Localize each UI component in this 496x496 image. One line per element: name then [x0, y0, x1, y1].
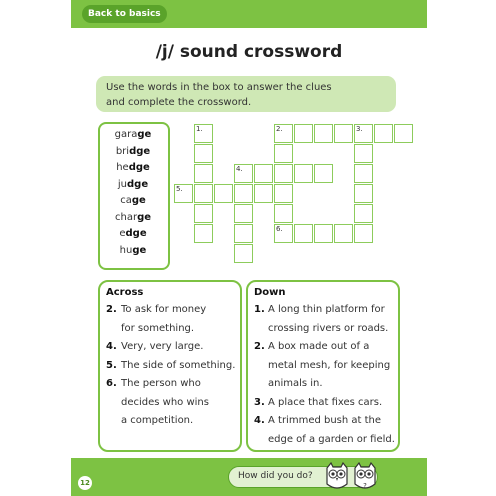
word-ending: ge — [137, 129, 152, 140]
clue-number-wrap — [106, 304, 117, 315]
crossword-cell[interactable] — [354, 144, 373, 163]
crossword-cell[interactable] — [294, 164, 313, 183]
clue-number-wrap — [254, 304, 265, 315]
word-stem: hu — [119, 244, 133, 256]
clue-number-wrap — [254, 415, 265, 426]
crossword-cell[interactable] — [314, 224, 333, 243]
down-heading: Down — [254, 287, 286, 298]
crossword-cell[interactable] — [194, 184, 213, 203]
crossword-cell[interactable] — [354, 224, 373, 243]
clue-text: for something. — [121, 322, 195, 334]
word-ending: dge — [125, 228, 147, 239]
clue-text: crossing rivers or roads. — [268, 322, 389, 334]
owl-icon — [324, 462, 350, 492]
clue-number-label: 1. — [196, 125, 203, 133]
crossword-cell[interactable] — [194, 164, 213, 183]
word-box-item — [98, 179, 168, 190]
across-heading: Across — [106, 287, 144, 298]
instructions-line: and complete the crossword. — [106, 97, 252, 108]
crossword-cell[interactable] — [274, 204, 293, 223]
clue-text: A long thin platform for — [268, 304, 385, 315]
word-box-item — [98, 212, 168, 223]
owl-question-icon — [352, 462, 378, 492]
clue-number: 2. — [254, 341, 265, 352]
word-box-item — [98, 195, 168, 206]
word-box-item — [98, 245, 168, 256]
crossword-cell[interactable] — [254, 184, 273, 203]
clue-number-label: 5. — [176, 185, 183, 193]
clue-text: animals in. — [268, 378, 323, 389]
word-stem: gara — [114, 129, 138, 140]
word-stem: ju — [117, 178, 127, 190]
section-label: Back to basics — [82, 5, 167, 23]
word-ending: ge — [132, 244, 147, 256]
crossword-cell[interactable] — [194, 224, 213, 243]
clue-number-label: 2. — [276, 125, 283, 133]
word-box-item — [98, 228, 168, 239]
word-ending: ge — [137, 211, 152, 223]
clue-number: 1. — [254, 304, 265, 315]
clue-number: 5. — [106, 359, 117, 371]
clue-number-wrap — [106, 360, 117, 371]
page-number: 12 — [78, 476, 92, 490]
word-ending: dge — [127, 178, 149, 190]
clue-text: To ask for money — [121, 304, 207, 315]
crossword-cell[interactable] — [234, 204, 253, 223]
clue-number: 6. — [106, 378, 117, 389]
crossword-cell[interactable] — [234, 244, 253, 263]
crossword-cell[interactable] — [194, 144, 213, 163]
word-ending: ge — [131, 195, 146, 206]
crossword-cell[interactable] — [214, 184, 233, 203]
crossword-cell[interactable] — [234, 224, 253, 243]
how-did-you-do-text: How did you do? — [238, 471, 313, 481]
clue-text: metal mesh, for keeping — [268, 359, 391, 371]
clue-number-wrap — [106, 378, 117, 389]
clue-text: A place that fixes cars. — [268, 396, 383, 408]
word-stem: bri — [115, 145, 130, 157]
clue-number-wrap — [254, 397, 265, 408]
crossword-cell[interactable] — [354, 184, 373, 203]
crossword-cell[interactable] — [194, 204, 213, 223]
page-title: /j/ sound crossword — [155, 42, 343, 62]
clue-number-wrap — [254, 341, 265, 352]
clue-number-label: 6. — [276, 225, 283, 233]
instructions-line: Use the words in the box to answer the clues — [106, 82, 332, 93]
crossword-cell[interactable] — [234, 184, 253, 203]
clue-text: A box made out of a — [268, 341, 370, 352]
crossword-cell[interactable] — [274, 144, 293, 163]
svg-text:?: ? — [363, 482, 367, 490]
crossword-cell[interactable] — [294, 224, 313, 243]
crossword-cell[interactable] — [334, 124, 353, 143]
word-box-item — [98, 162, 168, 173]
clue-text: a competition. — [121, 415, 194, 426]
clue-number: 4. — [254, 415, 265, 426]
clue-text: The side of something. — [121, 359, 236, 371]
clue-text: A trimmed bush at the — [268, 415, 382, 426]
clue-number: 4. — [106, 341, 117, 352]
clue-text: edge of a garden or field. — [268, 433, 395, 445]
clue-number-wrap — [106, 341, 117, 352]
crossword-cell[interactable] — [274, 164, 293, 183]
crossword-cell[interactable] — [274, 184, 293, 203]
word-box-item — [98, 146, 168, 157]
crossword-cell[interactable] — [314, 124, 333, 143]
word-box-item — [98, 129, 168, 140]
crossword-cell[interactable] — [394, 124, 413, 143]
clue-text: decides who wins — [121, 396, 209, 408]
clue-number: 3. — [254, 396, 265, 408]
word-stem: he — [116, 162, 129, 173]
crossword-cell[interactable] — [354, 204, 373, 223]
clue-text: Very, very large. — [121, 341, 204, 352]
word-stem: e — [119, 228, 126, 239]
crossword-cell[interactable] — [254, 164, 273, 183]
crossword-cell[interactable] — [354, 164, 373, 183]
word-ending: dge — [128, 162, 150, 173]
clue-number-label: 3. — [356, 125, 363, 133]
crossword-cell[interactable] — [334, 224, 353, 243]
crossword-cell[interactable] — [374, 124, 393, 143]
clue-text: The person who — [121, 378, 201, 389]
word-ending: dge — [129, 145, 151, 157]
crossword-cell[interactable] — [314, 164, 333, 183]
clue-number-label: 4. — [236, 165, 243, 173]
word-stem: char — [114, 211, 138, 223]
word-stem: ca — [120, 195, 132, 206]
clue-number: 2. — [106, 304, 117, 315]
crossword-cell[interactable] — [294, 124, 313, 143]
